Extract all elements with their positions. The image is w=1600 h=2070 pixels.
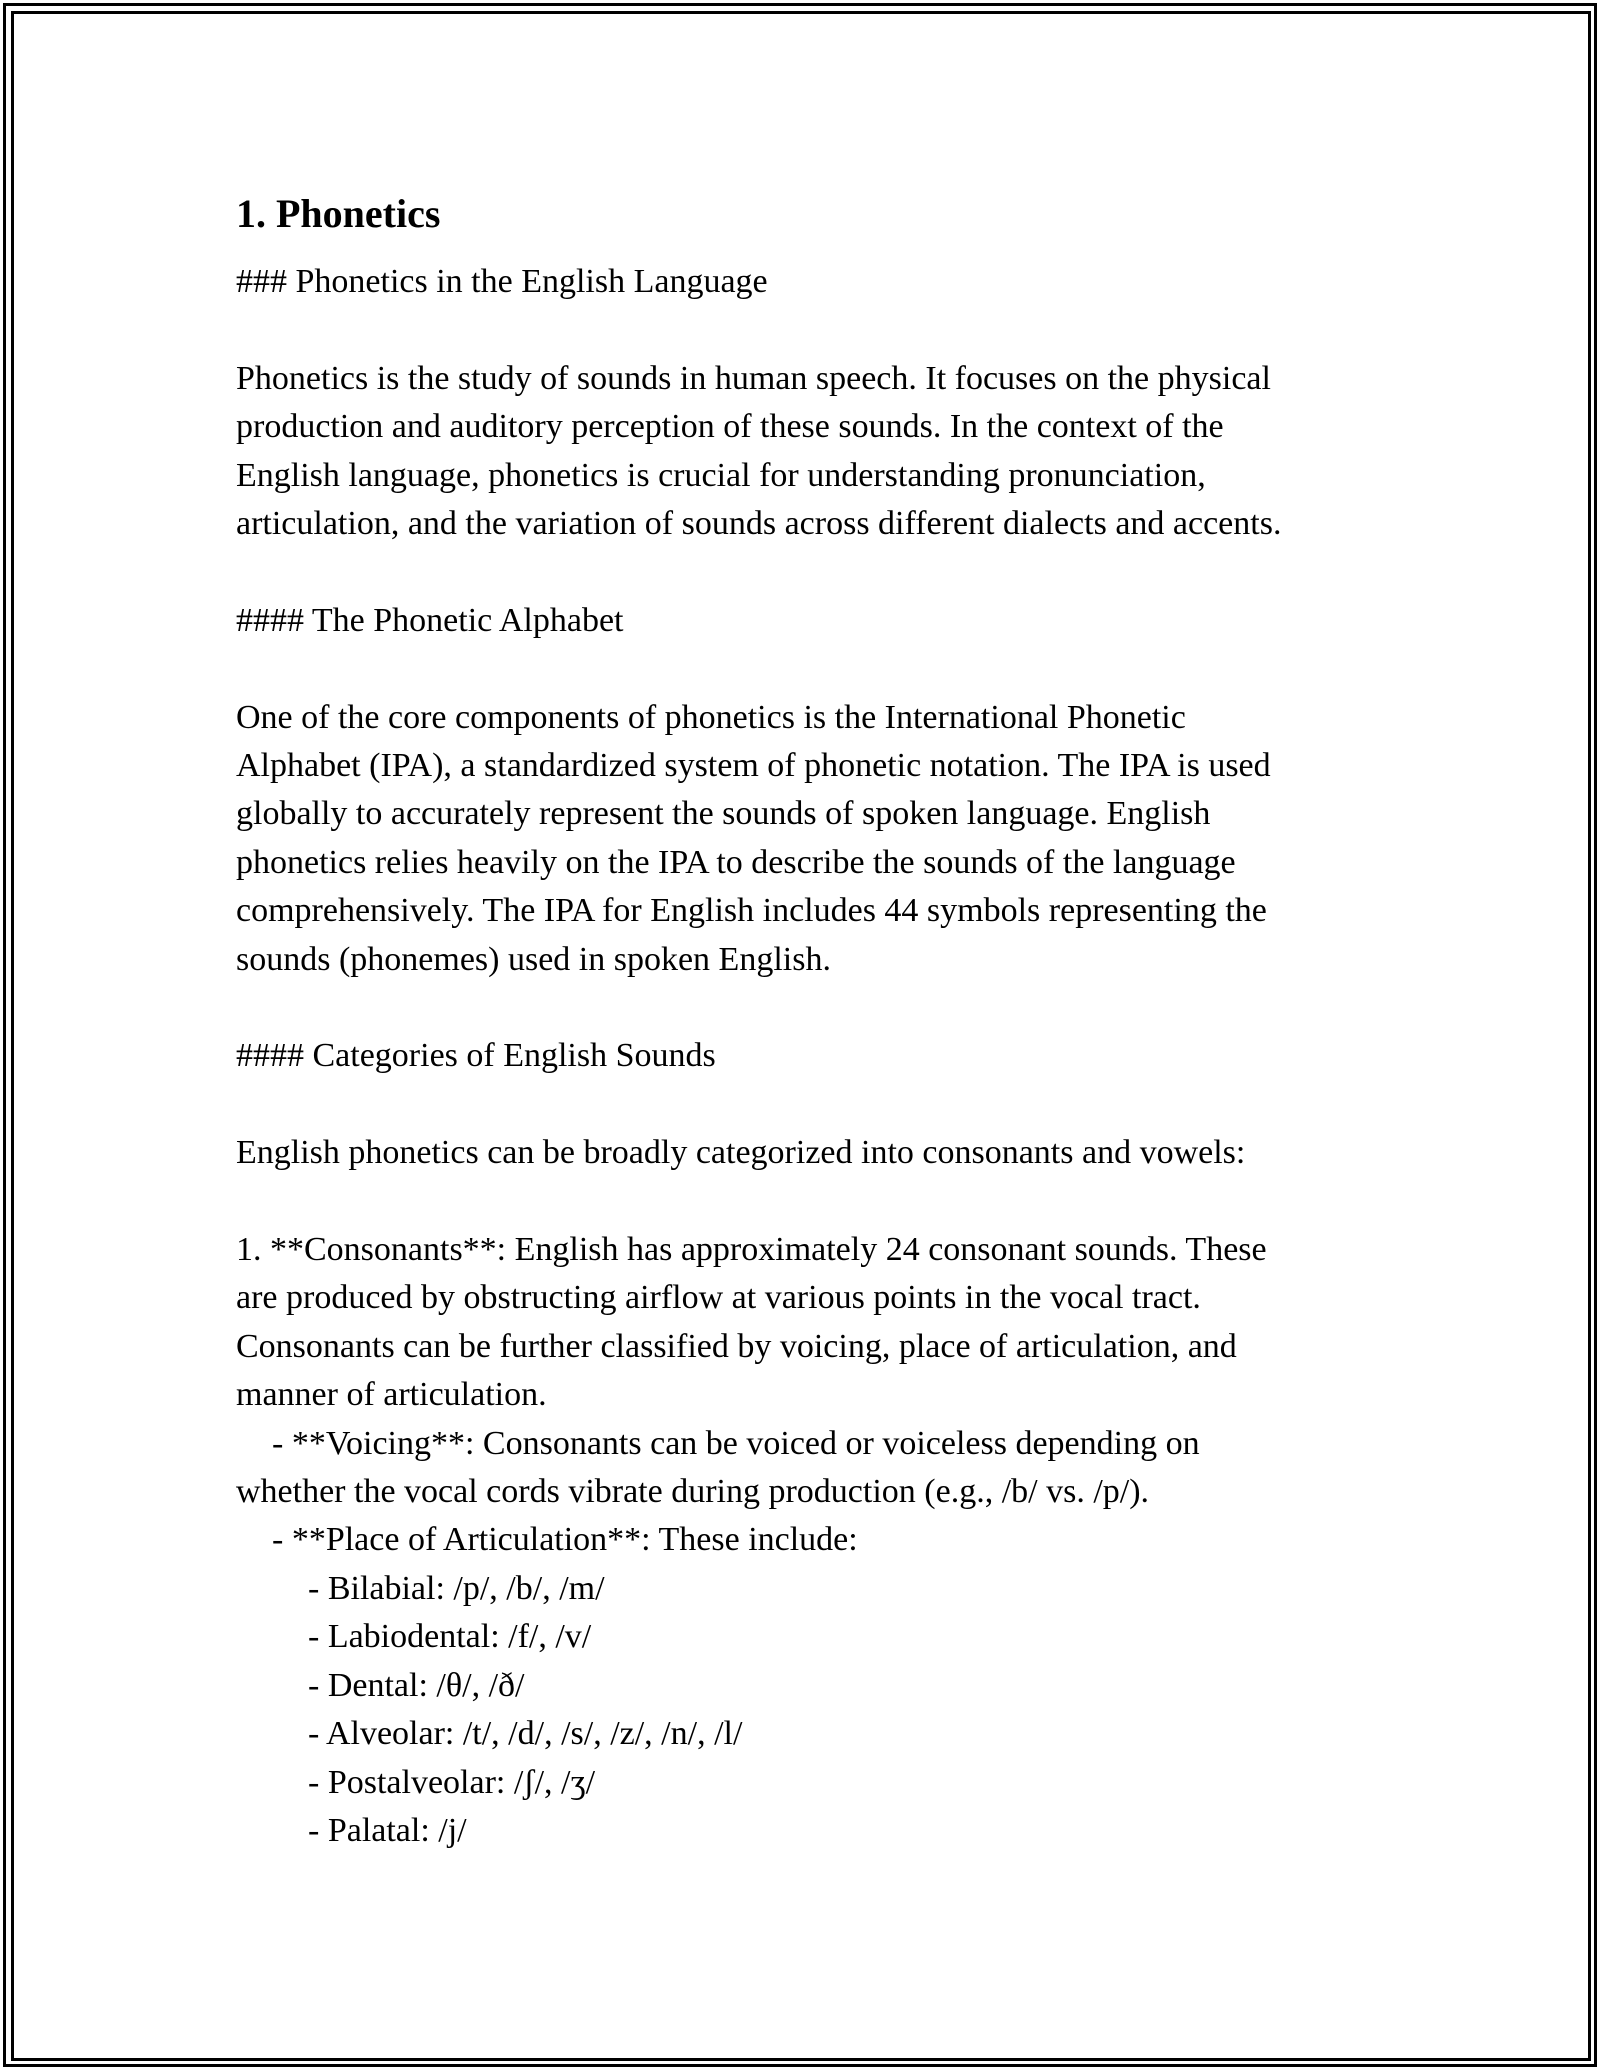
- list-item: - Labiodental: /f/, /v/: [308, 1618, 592, 1656]
- alphabet-paragraph: [236, 694, 1386, 984]
- text-line: - **Voicing**: Consonants can be voiced or voiceless depending on: [272, 1424, 1200, 1462]
- list-item: - Postalveolar: /ʃ/, /ʒ/: [308, 1763, 596, 1801]
- place-of-articulation-list: [236, 1565, 1386, 1855]
- document-body: [236, 186, 1386, 1855]
- text-line: Phonetics is the study of sounds in human speech. It focuses on the physical: [236, 359, 1271, 397]
- section-heading-alphabet: #### The Phonetic Alphabet: [236, 601, 624, 639]
- text-line: production and auditory perception of these sounds. In the context of the: [236, 408, 1224, 446]
- list-item: - Dental: /θ/, /ð/: [308, 1666, 525, 1704]
- document-title: 1. Phonetics: [236, 191, 441, 236]
- list-item: - Bilabial: /p/, /b/, /m/: [308, 1569, 605, 1607]
- text-line: comprehensively. The IPA for English includes 44 symbols representing the: [236, 892, 1267, 930]
- text-line: 1. **Consonants**: English has approximately 24 consonant sounds. These: [236, 1231, 1267, 1269]
- place-of-articulation-heading: - **Place of Articulation**: These include:: [272, 1521, 858, 1559]
- categories-intro: English phonetics can be broadly categorized into consonants and vowels:: [236, 1134, 1246, 1172]
- list-item: - Palatal: /j/: [308, 1811, 467, 1849]
- text-line: English language, phonetics is crucial for understanding pronunciation,: [236, 456, 1206, 494]
- text-line: manner of articulation.: [236, 1376, 547, 1414]
- section-heading-categories: #### Categories of English Sounds: [236, 1037, 716, 1075]
- text-line: Consonants can be further classified by voicing, place of articulation, and: [236, 1327, 1237, 1365]
- intro-paragraph: [236, 355, 1386, 549]
- text-line: Alphabet (IPA), a standardized system of phonetic notation. The IPA is used: [236, 747, 1271, 785]
- text-line: articulation, and the variation of sounds across different dialects and accents.: [236, 505, 1282, 543]
- voicing-item: [236, 1420, 1386, 1517]
- text-line: phonetics relies heavily on the IPA to describe the sounds of the language: [236, 843, 1236, 881]
- text-line: One of the core components of phonetics is the International Phonetic: [236, 698, 1186, 736]
- text-line: sounds (phonemes) used in spoken English.: [236, 940, 831, 978]
- list-item: - Alveolar: /t/, /d/, /s/, /z/, /n/, /l/: [308, 1715, 743, 1753]
- text-line: are produced by obstructing airflow at various points in the vocal tract.: [236, 1279, 1201, 1317]
- text-line: globally to accurately represent the sounds of spoken language. English: [236, 795, 1211, 833]
- consonants-item: [236, 1226, 1386, 1420]
- subheading: ### Phonetics in the English Language: [236, 263, 768, 300]
- text-line: whether the vocal cords vibrate during production (e.g., /b/ vs. /p/).: [236, 1473, 1150, 1511]
